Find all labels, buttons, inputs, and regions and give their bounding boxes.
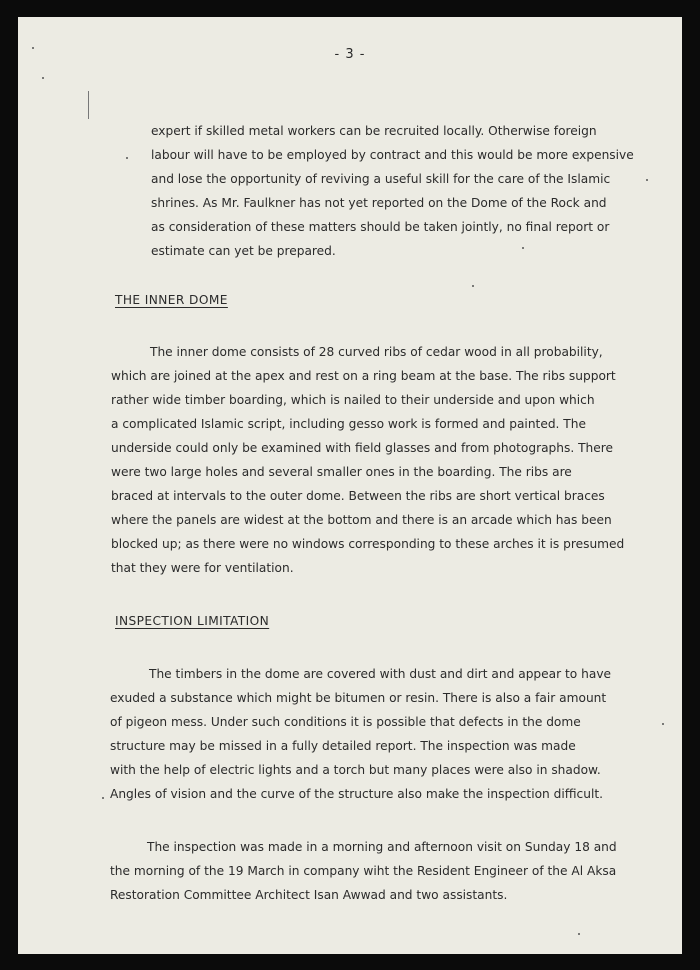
document-page [18, 17, 682, 954]
paper-speck [102, 797, 104, 799]
text-line: shrines. As Mr. Faulkner has not yet reported on the Dome of the Rock and [151, 196, 607, 210]
text-line: rather wide timber boarding, which is nailed to their underside and upon which [111, 393, 595, 407]
text-line: the morning of the 19 March in company wiht the Resident Engineer of the Al Aksa [110, 864, 617, 878]
text-line: a complicated Islamic script, including gesso work is formed and painted. The [111, 417, 586, 431]
text-line: of pigeon mess. Under such conditions it is possible that defects in the dome [110, 715, 581, 729]
text-line: and lose the opportunity of reviving a useful skill for the care of the Islamic [151, 172, 611, 186]
paper-speck [578, 933, 580, 935]
inspection-visit-paragraph [110, 835, 617, 907]
text-line: The inner dome consists of 28 curved ribs of cedar wood in all probability, [150, 345, 603, 359]
text-line: which are joined at the apex and rest on a ring beam at the base. The ribs support [111, 369, 616, 383]
paper-speck [522, 247, 524, 249]
inner-dome-paragraph [111, 340, 624, 580]
paper-speck [472, 285, 474, 287]
text-line: as consideration of these matters should be taken jointly, no final report or [151, 220, 610, 234]
text-line: labour will have to be employed by contract and this would be more expensive [151, 148, 634, 162]
text-line: Restoration Committee Architect Isan Awwad and two assistants. [110, 888, 508, 902]
text-line: braced at intervals to the outer dome. Between the ribs are short vertical braces [111, 489, 605, 503]
text-line: expert if skilled metal workers can be recruited locally. Otherwise foreign [151, 124, 597, 138]
text-line: structure may be missed in a fully detailed report. The inspection was made [110, 739, 576, 753]
text-line: underside could only be examined with field glasses and from photographs. There [111, 441, 614, 455]
text-line: Angles of vision and the curve of the structure also make the inspection difficult. [110, 787, 604, 801]
hole-punch-mark [88, 91, 89, 119]
text-line: The inspection was made in a morning and afternoon visit on Sunday 18 and [147, 840, 617, 854]
page-number: - 3 - [334, 47, 366, 62]
section-heading-inner-dome: THE INNER DOME [115, 293, 228, 307]
paper-speck [662, 723, 664, 725]
text-line: The timbers in the dome are covered with dust and dirt and appear to have [149, 667, 612, 681]
text-line: that they were for ventilation. [111, 561, 294, 575]
paper-speck [126, 157, 128, 159]
paper-speck [32, 47, 34, 49]
text-line: where the panels are widest at the bottom and there is an arcade which has been [111, 513, 612, 527]
text-line: were two large holes and several smaller ones in the boarding. The ribs are [111, 465, 572, 479]
text-line: with the help of electric lights and a torch but many places were also in shadow. [110, 763, 601, 777]
inspection-limitation-paragraph [110, 662, 611, 806]
intro-paragraph [151, 119, 634, 263]
paper-speck [646, 179, 648, 181]
text-line: exuded a substance which might be bitumen or resin. There is also a fair amount [110, 691, 607, 705]
paper-speck [42, 77, 44, 79]
section-heading-inspection-limitation: INSPECTION LIMITATION [115, 614, 270, 628]
text-line: estimate can yet be prepared. [151, 244, 336, 258]
text-line: blocked up; as there were no windows corresponding to these arches it is presumed [111, 537, 625, 551]
